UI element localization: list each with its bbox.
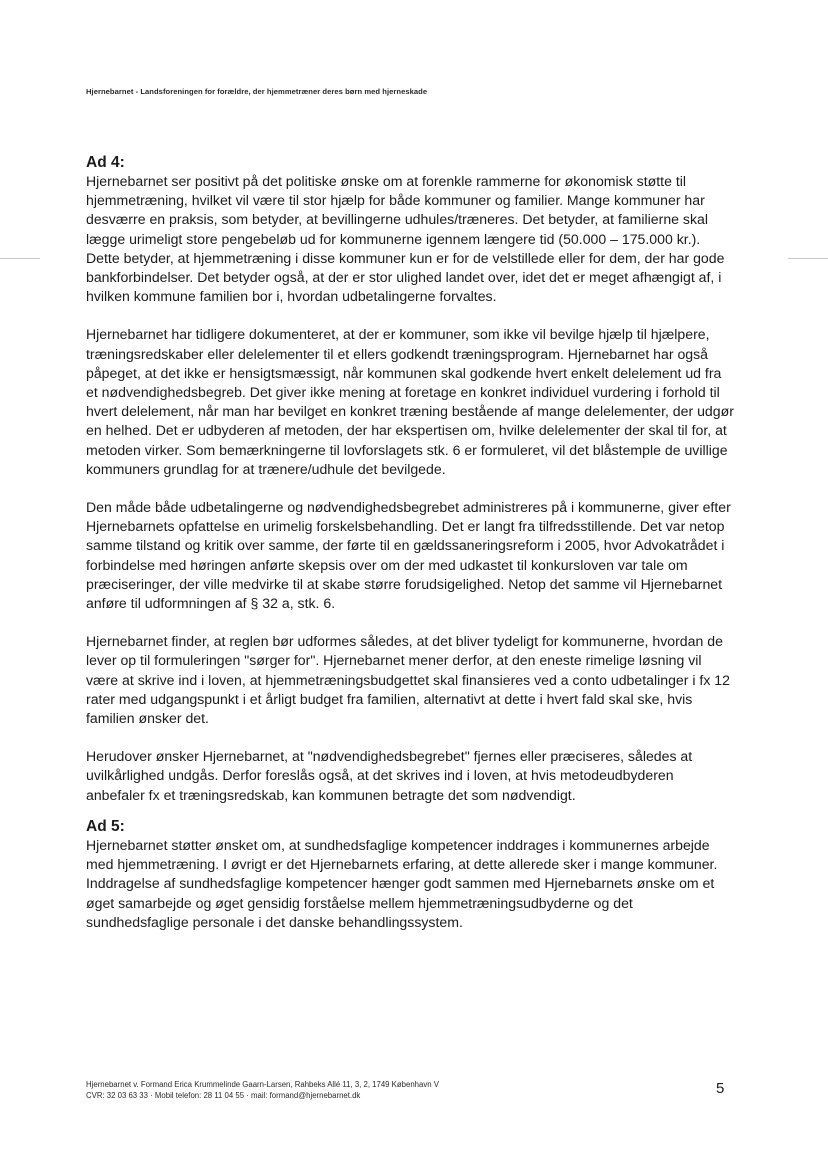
paragraph: Hjernebarnet ser positivt på det politiske ønske om at forenkle rammerne for økonomisk støtte til hjemmetræning, hvilket vil være til stor hjælp for både kommuner og familier. Mange kommuner har desværre en praksis, som betyder, at bevillingerne udhules/træneres. Det betyder, at familierne skal lægge urimeligt store pengebeløb ud for kommunerne igennem længere tid (50.000 – 175.000 kr.). Dette betyder, at hjemmetræning i disse kommuner kun er for de velstillede eller for dem, der har gode bankforbindelser. Det betyder også, at der er stor ulighed landet over, idet det er meget afhængigt af, i hvilken kommune familien bor i, hvordan udbetalingerne forvaltes. — [86, 173, 725, 305]
section-heading: Ad 4: — [86, 154, 125, 171]
document-body — [86, 153, 736, 932]
section-heading: Ad 5: — [86, 817, 125, 835]
paragraph: Herudover ønsker Hjernebarnet, at "nødvendighedsbegrebet" fjernes eller præciseres, således at uvilkårlighed undgås. Derfor foreslås også, at det skrives ind i loven, at hvis metodeudbyderen anbefaler fx et træningsredskab, kan kommunen betragte det som nødvendigt. — [86, 748, 693, 803]
section-spacer — [86, 805, 736, 817]
section-ad-4 — [86, 153, 736, 805]
paragraph: Hjernebarnet finder, at reglen bør udformes således, at det bliver tydeligt for kommunerne, hvordan de lever op til formuleringen "sørger for". Hjernebarnet mener derfor, at den eneste rimelige løsning vil være at skrive ind i loven, at hjemmetræningsbudgettet skal finansieres ved a conto udbetalinger i fx 12 rater med udgangspunkt i et årligt budget fra familien, alternativt at dette i hvert fald skal ske, hvis familien ønsker det. — [86, 633, 730, 727]
paragraph: Hjernebarnet har tidligere dokumenteret, at der er kommuner, som ikke vil bevilge hjælp til hjælpere, træningsredskaber eller delelementer til et ellers godkendt træningsprogram. Hjernebarnet har også påpeget, at det ikke er hensigtsmæssigt, når kommunen skal godkende hvert enkelt delelement ud fra et nødvendighedsbegreb. Det giver ikke mening at foretage en konkret individuel vurdering i forhold til hvert delelement, når man har bevilget en konkret træning bestående af mange delelementer, der udgør en helhed. Det er udbyderen af metoden, der har ekspertisen om, hvilke delelementer der skal til for, at metoden virker. Som bemærkningerne til lovforslagets stk. 6 er formuleret, vil det blåstemple de uvillige kommuners grundlag for at trænere/udhule det bevilgede. — [86, 326, 734, 477]
page-header: Hjernebarnet - Landsforeningen for forældre, der hjemmetræner deres børn med hjerneskade — [86, 87, 428, 96]
footer-contact: CVR: 32 03 63 33 · Mobil telefon: 28 11 04 55 · mail: formand@hjernebarnet.dk — [86, 1091, 361, 1100]
footer-address: Hjernebarnet v. Formand Erica Krummelinde Gaarn-Larsen, Rahbeks Allé 11, 3, 2, 1749 København V — [86, 1080, 439, 1089]
section-ad-5 — [86, 817, 736, 932]
paragraph: Hjernebarnet støtter ønsket om, at sundhedsfaglige kompetencer inddrages i kommunernes arbejde med hjemmetræning. I øvrigt er det Hjernebarnets erfaring, at dette allerede sker i mange kommuner. Inddragelse af sundhedsfaglige kompetencer hænger godt sammen med Hjernebarnets ønske om et øget samarbejde og øget gensidig forståelse mellem hjemmetræningsudbyderne og det sundhedsfaglige personale i det danske behandlingssystem. — [86, 836, 718, 930]
paragraph: Den måde både udbetalingerne og nødvendighedsbegrebet administreres på i kommunerne, giver efter Hjernebarnets opfattelse en urimelig forskelsbehandling. Det er langt fra tilfredsstillende. Det var netop samme tilstand og kritik over samme, der førte til en gældssaneringsreform i 2005, hvor Advokatrådet i forbindelse med høringen anførte skepsis over om der med udkastet til konkursloven var tale om præciseringer, der ville medvirke til at skabe større forudsigelighed. Netop det samme vil Hjernebarnet anføre til udformningen af § 32 a, stk. 6. — [86, 499, 731, 612]
page-footer — [86, 1079, 439, 1101]
page-number: 5 — [716, 1080, 725, 1097]
scan-edge-mark-right — [788, 258, 828, 259]
scan-edge-mark-left — [0, 258, 40, 259]
